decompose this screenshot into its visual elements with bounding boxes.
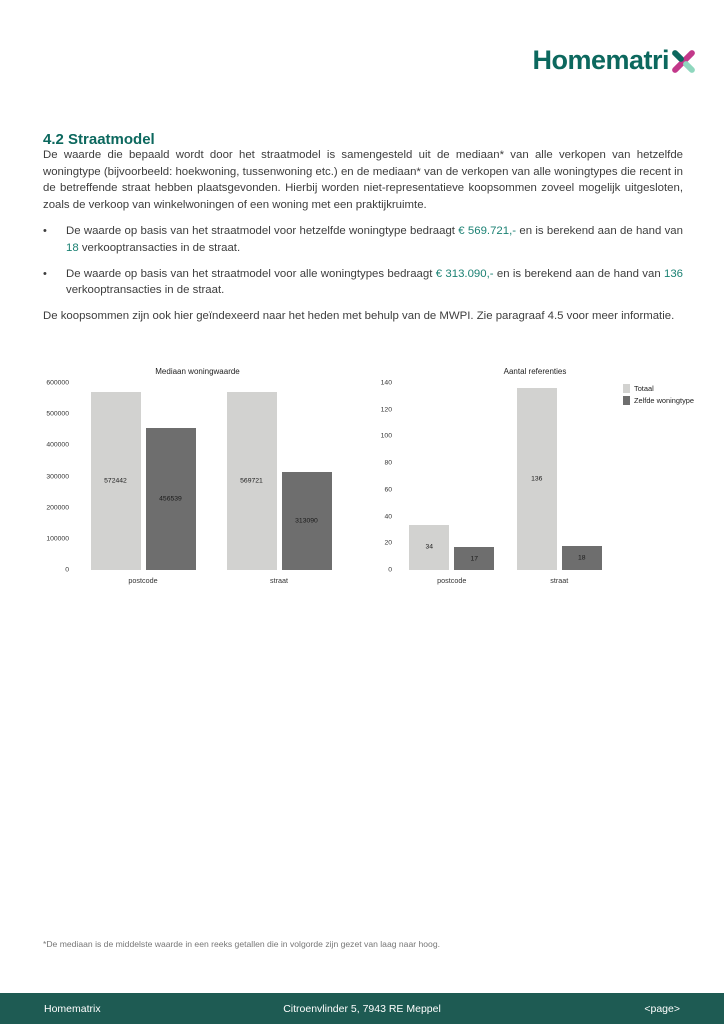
- bar-group-straat: [211, 383, 347, 570]
- footnote: *De mediaan is de middelste waarde in een reeks getallen die in volgorde zijn gezet van laag naar hoog.: [43, 939, 440, 949]
- legend-label: Zelfde woningtype: [634, 396, 694, 405]
- bullet-item: [43, 223, 683, 256]
- legend-item: [623, 384, 694, 393]
- y-axis: [370, 379, 398, 574]
- x-axis: [75, 576, 347, 585]
- bar-value-label: 313090: [295, 517, 318, 525]
- x-axis: [398, 576, 613, 585]
- amount-value: € 569.721,-: [458, 225, 517, 238]
- bar-value-label: 17: [470, 555, 479, 563]
- y-tick-label: 600000: [46, 379, 69, 387]
- y-tick-label: 60: [384, 486, 392, 494]
- chart-title: Mediaan woningwaarde: [155, 367, 240, 376]
- legend-swatch: [623, 384, 630, 393]
- bar-zelfde-woningtype: [282, 472, 332, 570]
- y-tick-label: 40: [384, 513, 392, 521]
- x-category-label: straat: [270, 576, 288, 585]
- bullet-mid: en is berekend aan de hand van: [519, 225, 683, 238]
- bullet-text: [66, 223, 683, 256]
- bar-totaal: [409, 525, 449, 570]
- bar-value-label: 18: [577, 554, 586, 562]
- y-tick-label: 500000: [46, 410, 69, 418]
- footer-page-number: <page>: [644, 1002, 680, 1015]
- bar-value-label: 34: [425, 543, 434, 551]
- bar-totaal: [517, 388, 557, 570]
- legend-item: [623, 396, 694, 405]
- y-tick-label: 200000: [46, 504, 69, 512]
- chart-mediaan-woningwaarde: [40, 363, 355, 585]
- bar-value-label: 456539: [159, 495, 182, 503]
- bar-value-label: 572442: [104, 477, 127, 485]
- y-tick-label: 0: [388, 566, 392, 574]
- bar-value-label: 569721: [240, 477, 263, 485]
- brand-x-icon: [670, 48, 697, 75]
- footer-address: Citroenvlinder 5, 7943 RE Meppel: [283, 1002, 441, 1015]
- chart-title: Aantal referenties: [503, 367, 567, 376]
- y-tick-label: 0: [65, 566, 69, 574]
- bullet-item: [43, 266, 683, 299]
- bullet-marker: •: [43, 225, 47, 238]
- y-tick-label: 120: [380, 406, 392, 414]
- brand-logo: [532, 46, 697, 75]
- bar-zelfde-woningtype: [454, 547, 494, 570]
- x-category-label: postcode: [437, 576, 467, 585]
- bar-group-straat: [506, 383, 614, 570]
- bar-group-postcode: [398, 383, 506, 570]
- bullet-post: verkooptransacties in de straat.: [81, 241, 241, 254]
- legend-label: Totaal: [634, 384, 654, 393]
- bar-zelfde-woningtype: [562, 546, 602, 570]
- y-tick-label: 400000: [46, 441, 69, 449]
- x-category-label: straat: [550, 576, 569, 585]
- amount-value: € 313.090,-: [435, 267, 494, 280]
- bullet-marker: •: [43, 267, 47, 280]
- chart-plot-area: [40, 379, 355, 574]
- footer-brand: Homematrix: [44, 1002, 101, 1015]
- bullet-pre: De waarde op basis van het straatmodel voor alle woningtypes bedraagt: [66, 267, 433, 280]
- y-tick-label: 300000: [46, 473, 69, 480]
- bar-totaal: [91, 392, 141, 570]
- intro-paragraph: De waarde die bepaald wordt door het straatmodel is samengesteld uit de mediaan* van alle verkopen van hetzelfde woningtype (bijvoorbeeld: hoekwoning, tussenwoning etc.) en de mediaan* van de verkopen van alle woningtypes die recent in de betreffende straat hebben plaatsgevonden. Hierbij worden niet-representatieve koopsommen zoveel mogelijk uitgesloten, zoals de verkoop van winkelwoningen of een woning met een praktijkruimte.: [43, 149, 683, 211]
- chart-plot-area: [370, 379, 700, 574]
- bar-value-label: 136: [531, 475, 543, 483]
- y-tick-label: 100: [380, 432, 392, 440]
- bullet-pre: De waarde op basis van het straatmodel voor hetzelfde woningtype bedraagt: [66, 225, 455, 238]
- legend-swatch: [623, 396, 630, 405]
- count-value: 18: [66, 241, 79, 254]
- y-tick-label: 20: [384, 539, 392, 547]
- charts-section: [40, 363, 700, 608]
- chart-aantal-referenties: [370, 363, 700, 585]
- bullet-post: verkooptransacties in de straat.: [66, 284, 225, 297]
- bullet-mid: en is berekend aan de hand van: [496, 267, 661, 280]
- page-footer: [0, 993, 724, 1024]
- bullet-text: [66, 266, 683, 299]
- bar-group-postcode: [75, 383, 211, 570]
- brand-text: Homematri: [532, 45, 669, 75]
- bar-totaal: [227, 392, 277, 570]
- section-body: [43, 147, 683, 324]
- y-tick-label: 80: [384, 459, 392, 467]
- y-tick-label: 100000: [46, 535, 69, 543]
- chart-legend: [623, 384, 694, 408]
- section-heading: 4.2 Straatmodel: [43, 131, 155, 149]
- count-value: 136: [664, 267, 684, 280]
- y-axis: [40, 379, 75, 574]
- bar-plot: [75, 383, 347, 570]
- bar-plot: [398, 383, 613, 570]
- outro-paragraph: De koopsommen zijn ook hier geïndexeerd naar het heden met behulp van de MWPI. Zie paragraaf 4.5 voor meer informatie.: [43, 309, 675, 322]
- x-category-label: postcode: [128, 576, 158, 585]
- bar-zelfde-woningtype: [146, 428, 196, 570]
- y-tick-label: 140: [380, 379, 392, 387]
